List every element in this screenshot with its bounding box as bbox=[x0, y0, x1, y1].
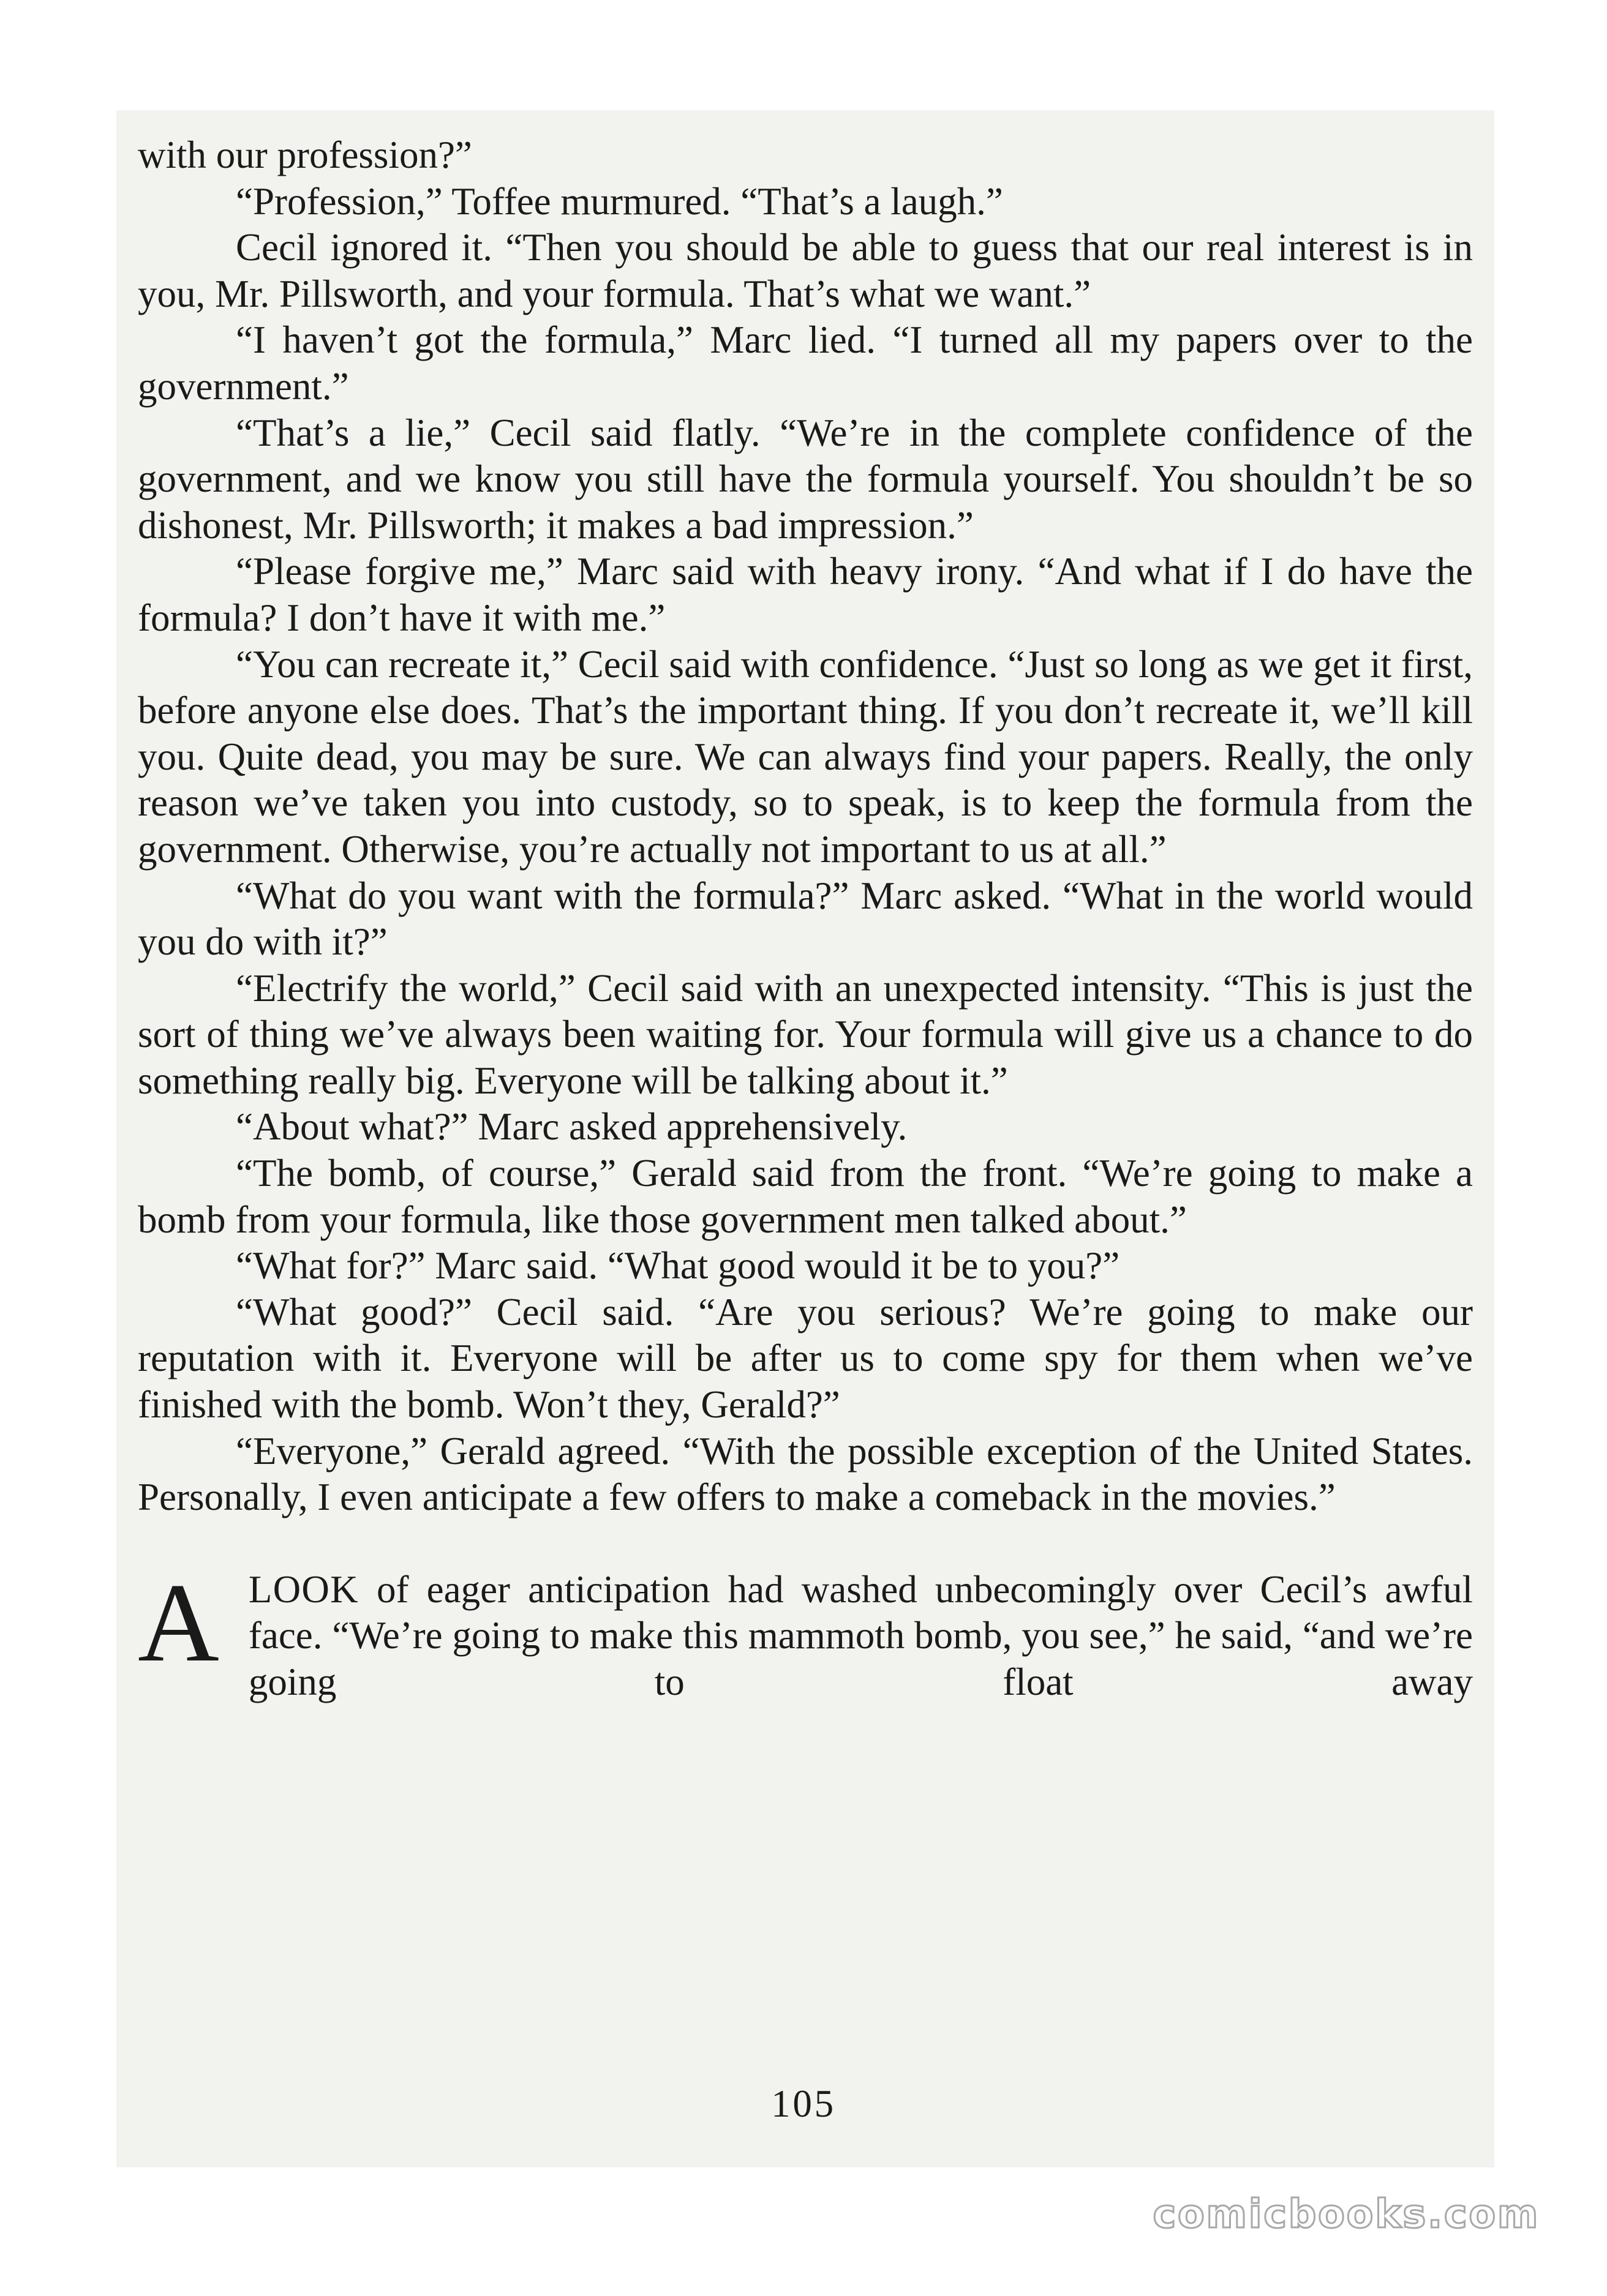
watermark-logo: comicbooks.com bbox=[1153, 2192, 1540, 2237]
paragraph: “Electrify the world,” Cecil said with an unexpected intensity. “This is just the sort of thing we’ve always been waiting for. Your formula will give us a chance to do something really big. Everyone will be talking about it.” bbox=[138, 966, 1473, 1102]
paragraph: “Everyone,” Gerald agreed. “With the possible exception of the United States. Personally, I even anticipate a few offers to make a comeback in the movies.” bbox=[138, 1429, 1473, 1519]
section-break bbox=[138, 1521, 1473, 1567]
drop-cap: A bbox=[138, 1559, 219, 1685]
paragraph-text: of eager anticipation had washed unbecomingly over Cecil’s awful face. “We’re going to make this mammoth bomb, you see,” he said, “and we’re going to float away bbox=[248, 1567, 1473, 1703]
paragraph: “You can recreate it,” Cecil said with confidence. “Just so long as we get it first, before anyone else does. That’s the important thing. If you don’t recreate it, we’ll kill you. Quite dead, you may be sure. We can always find your papers. Really, the only reason we’ve taken you into custody, so to speak, is to keep the formula from the government. Otherwise, you’re actually not important to us at all.” bbox=[138, 642, 1473, 871]
paragraph: Cecil ignored it. “Then you should be able to guess that our real interest is in you, Mr. Pillsworth, and your formula. That’s what we want.” bbox=[138, 226, 1473, 315]
paragraph: “The bomb, of course,” Gerald said from the front. “We’re going to make a bomb from your formula, like those government men talked about.” bbox=[138, 1152, 1473, 1241]
paragraph: with our profession?” bbox=[138, 133, 472, 176]
lead-in-text: LOOK bbox=[248, 1567, 359, 1611]
paragraph: “I haven’t got the formula,” Marc lied. “I turned all my papers over to the government.” bbox=[138, 318, 1473, 408]
paragraph: “About what?” Marc asked apprehensively. bbox=[236, 1105, 908, 1149]
paragraph: “What for?” Marc said. “What good would it be to you?” bbox=[236, 1244, 1120, 1288]
dropcap-paragraph bbox=[138, 1559, 1473, 1706]
body-text bbox=[138, 132, 1473, 1706]
page-number: 105 bbox=[771, 2082, 836, 2125]
paragraph: “Profession,” Toffee murmured. “That’s a laugh.” bbox=[236, 179, 1003, 223]
paragraph: “What do you want with the formula?” Marc asked. “What in the world would you do with it?” bbox=[138, 874, 1473, 964]
paragraph: “Please forgive me,” Marc said with heavy irony. “And what if I do have the formula? I don’t have it with me.” bbox=[138, 550, 1473, 639]
paragraph: “What good?” Cecil said. “Are you serious? We’re going to make our reputation with it. Everyone will be after us to come spy for them when we’ve finished with the bomb. Won’t they, Gerald?” bbox=[138, 1290, 1473, 1427]
paragraph: “That’s a lie,” Cecil said flatly. “We’re in the complete confidence of the government, and we know you still have the formula yourself. You shouldn’t be so dishonest, Mr. Pillsworth; it makes a bad impression.” bbox=[138, 411, 1473, 547]
